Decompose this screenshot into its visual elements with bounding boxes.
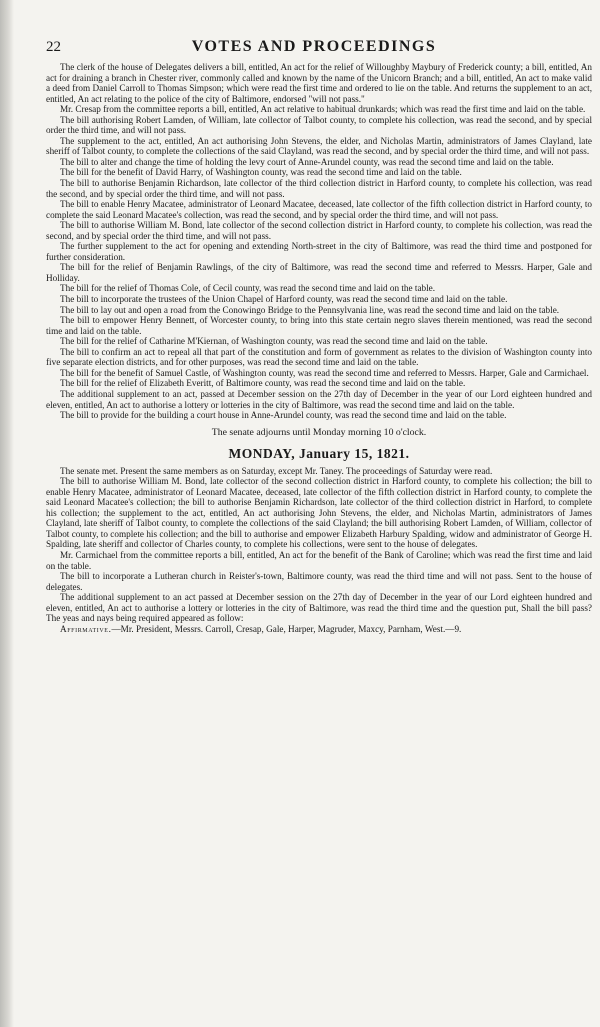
paragraph: The bill for the benefit of Samuel Castle, of Washington county, was read the second time and referred to Messrs. Harper, Gale and Carmichael. (60, 367, 589, 378)
paragraph: The bill authorising Robert Lamden, of William, late collector of Talbot county, to complete his collection, was read the second, and by special order the third time, and will not pass. (46, 114, 592, 136)
paragraph: The bill to enable Henry Macatee, administrator of Leonard Macatee, deceased, late collector of the fifth collection district in Harford county, to complete the said Leonard Macatee's collection, was read the second, and by special order the third time, and will not pass. (46, 199, 592, 220)
proceedings-section-top (46, 62, 592, 421)
paragraph: The further supplement to the act for opening and extending North-street in the city of Baltimore, was read the third time and postponed for further consideration. (46, 241, 592, 262)
page-number: 22 (46, 39, 61, 55)
paragraph: The bill to empower Henry Bennett, of Worcester county, to bring into this state certain negro slaves therein mentioned, was read the second time and laid on the table. (46, 315, 592, 336)
paragraph: The senate met. Present the same members as on Saturday, except Mr. Taney. The proceedings of Saturday were read. (60, 465, 493, 476)
paragraph: The bill to lay out and open a road from the Conowingo Bridge to the Pennsylvania line, was read the second time and laid on the table. (60, 304, 560, 315)
paragraph: The bill for the relief of Catharine M'Kiernan, of Washington county, was read the second time and laid on the table. (60, 336, 488, 347)
paragraph: The clerk of the house of Delegates delivers a bill, entitled, An act for the relief of Willoughby Maybury of Frederick county; a bill, entitled, An act for draining a branch in Chester river, commonly called and known by the name of the Unicorn Branch; and a bill, entitled, An act to make valid a deed from Daniel Carroll to Thomas Simpson; which were read the first time and ordered to lie on the table. And returns the supplement to an act, entitled, An act relating to the police of the city of Baltimore, endorsed "will not pass." (46, 62, 592, 104)
paragraph: Mr. Cresap from the committee reports a bill, entitled, An act relative to habitual drunkards; which was read the first time and laid on the table. (60, 104, 586, 115)
paragraph: The bill to authorise Benjamin Richardson, late collector of the third collection district in Harford county, to complete his collection, was read the second, and by special order the third time, and will not pass. (46, 178, 592, 199)
running-head: VOTES AND PROCEEDINGS (191, 38, 437, 55)
paragraph: The bill to authorise William M. Bond, late collector of the second collection district in Harford county, to complete his collection, was read the second, and by special order the third time, and will not pass. (46, 220, 592, 241)
paragraph: The bill for the relief of Thomas Cole, of Cecil county, was read the second time and laid on the table. (60, 283, 436, 294)
paragraph: The bill to incorporate a Lutheran church in Reister's-town, Baltimore county, was read the third time and will not pass. Sent to the house of delegates. (46, 571, 592, 592)
paragraph: The additional supplement to an act, passed at December session on the 27th day of December in the year of our Lord eighteen hundred and eleven, entitled, An act to authorise a lottery or lotteries in the city of Baltimore, was read the second time and laid on the table. (46, 388, 592, 410)
paragraph: Mr. Carmichael from the committee reports a bill, entitled, An act for the benefit of the Bank of Caroline; which was read the first time and laid on the table. (46, 549, 592, 571)
paragraph: The supplement to the act, entitled, An act authorising John Stevens, the elder, and Nicholas Martin, administrators of James Clayland, late sheriff of Talbot county, to complete the collections of the said Clayland, was read the second, and by special order the third time, and will not pass. (46, 135, 592, 157)
paragraph: The bill for the relief of Benjamin Rawlings, of the city of Baltimore, was read the second time and referred to Messrs. Harper, Gale and Holliday. (46, 262, 592, 283)
paragraph: The bill to incorporate the trustees of the Union Chapel of Harford county, was read the second time and laid on the table. (60, 294, 508, 305)
affirmative-names: —Mr. President, Messrs. Carroll, Cresap, Gale, Harper, Magruder, Maxcy, Parnham, West.—9. (111, 623, 462, 634)
paragraph: The bill for the relief of Elizabeth Everitt, of Baltimore county, was read the second time and laid on the table. (60, 378, 466, 389)
affirmative-vote (46, 624, 592, 635)
date-heading: MONDAY, January 15, 1821. (228, 445, 410, 461)
adjournment-notice: The senate adjourns until Monday morning 10 o'clock. (211, 426, 427, 438)
paragraph: The bill to alter and change the time of holding the levy court of Anne-Arundel county, was read the second time and laid on the table. (60, 156, 554, 167)
paragraph: The additional supplement to an act passed at December session on the 27th day of December in the year of our Lord eighteen hundred and eleven, entitled, An act to authorise a lottery or lotteries in the city of Baltimore, was read the third time and the question put, Shall the bill pass? The yeas and nays being required appeared as follow: (46, 592, 592, 624)
paragraph: The bill for the benefit of David Harry, of Washington county, was read the second time and laid on the table. (60, 167, 462, 178)
paragraph: The bill to confirm an act to repeal all that part of the constitution and form of government as relates to the division of Washington county into five separate election districts, and for other purposes, was read the second time and laid on the table. (46, 346, 592, 368)
affirmative-label: Affirmative. (60, 623, 112, 634)
proceedings-section-bottom (46, 466, 592, 635)
page-header (46, 38, 592, 56)
paragraph: The bill to provide for the building a court house in Anne-Arundel county, was read the second time and laid on the table. (60, 410, 507, 421)
paragraph: The bill to authorise William M. Bond, late collector of the second collection district in Harford county, to complete his collection; the bill to enable Henry Macatee, administrator of Leonard Macatee, deceased, late collector of the fifth collection district in Harford county, to complete the said Leonard Macatee's collection; the bill to authorise Benjamin Richardson, late collector of the third collection district in Harford, to complete his collection; the supplement to the act, entitled, An act authorising John Stevens, the elder, and Nicholas Martin, administrators of James Clayland, late sheriff of Talbot county, to complete the collections of the said Clayland; the bill authorising Robert Lamden, of William, collector of Talbot county, to complete his collection; and the bill to authorise and empower Elizabeth Harbury Spalding, widow and administrator of George H. Spalding, late sheriff and collector of Charles county, to complete his collections, were sent to the house of delegates. (46, 476, 592, 550)
